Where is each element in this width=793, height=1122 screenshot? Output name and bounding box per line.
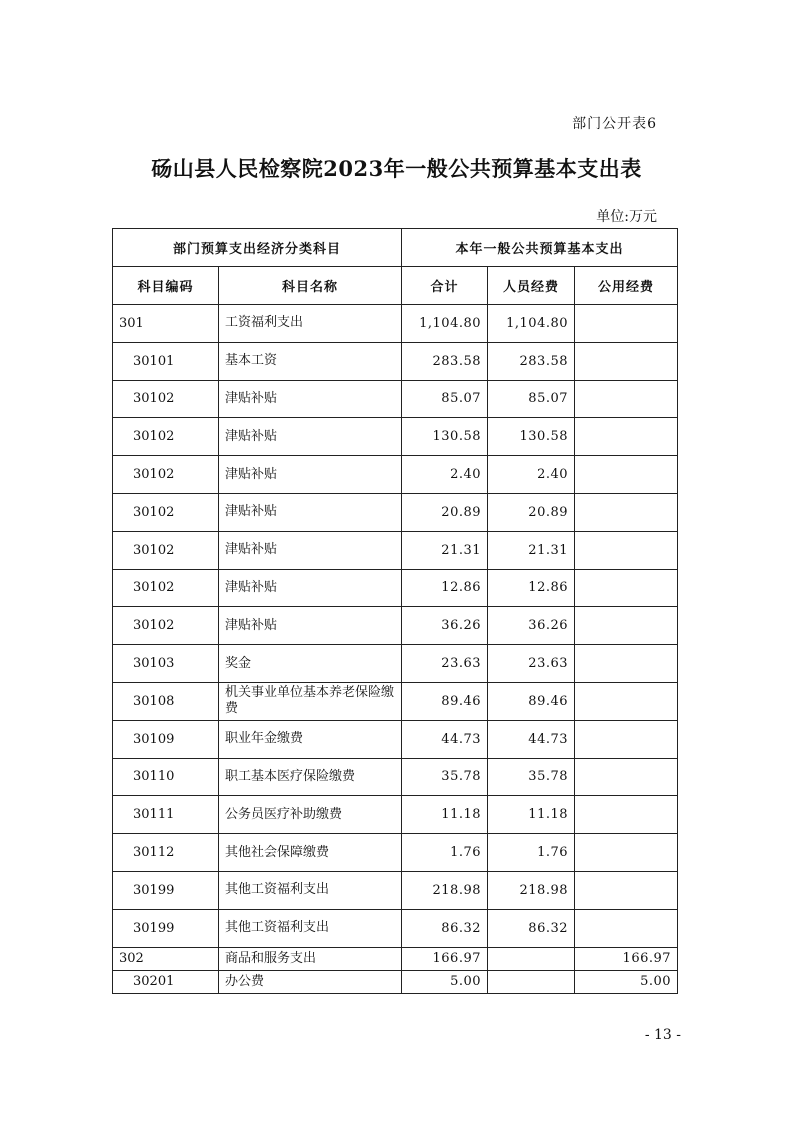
cell-public: 5.00 bbox=[575, 970, 678, 993]
budget-table bbox=[112, 228, 678, 994]
cell-personnel: 21.31 bbox=[488, 531, 575, 569]
table-row bbox=[113, 493, 678, 531]
cell-personnel: 130.58 bbox=[488, 418, 575, 456]
table-row bbox=[113, 342, 678, 380]
header-personnel: 人员经费 bbox=[488, 267, 575, 305]
cell-public bbox=[575, 758, 678, 796]
table-row bbox=[113, 682, 678, 720]
page-title: 砀山县人民检察院2023年一般公共预算基本支出表 bbox=[151, 156, 642, 181]
cell-name: 办公费 bbox=[219, 970, 402, 993]
cell-total: 20.89 bbox=[402, 493, 488, 531]
header-group-expenditure: 本年一般公共预算基本支出 bbox=[402, 229, 678, 267]
cell-total: 1.76 bbox=[402, 834, 488, 872]
cell-public bbox=[575, 418, 678, 456]
table-row bbox=[113, 305, 678, 343]
table-row bbox=[113, 834, 678, 872]
table-row bbox=[113, 531, 678, 569]
cell-personnel: 86.32 bbox=[488, 909, 575, 947]
cell-code: 30102 bbox=[113, 380, 219, 418]
cell-code: 30199 bbox=[113, 909, 219, 947]
cell-name: 津贴补贴 bbox=[219, 607, 402, 645]
cell-total: 36.26 bbox=[402, 607, 488, 645]
cell-personnel: 20.89 bbox=[488, 493, 575, 531]
cell-public bbox=[575, 607, 678, 645]
cell-personnel: 11.18 bbox=[488, 796, 575, 834]
cell-public bbox=[575, 682, 678, 720]
cell-name: 商品和服务支出 bbox=[219, 947, 402, 970]
cell-personnel: 35.78 bbox=[488, 758, 575, 796]
cell-public bbox=[575, 342, 678, 380]
cell-total: 35.78 bbox=[402, 758, 488, 796]
table-row bbox=[113, 720, 678, 758]
table-row bbox=[113, 909, 678, 947]
cell-personnel bbox=[488, 947, 575, 970]
cell-code: 30108 bbox=[113, 682, 219, 720]
cell-name: 工资福利支出 bbox=[219, 305, 402, 343]
cell-total: 89.46 bbox=[402, 682, 488, 720]
cell-public bbox=[575, 720, 678, 758]
cell-name: 奖金 bbox=[219, 645, 402, 683]
cell-code: 30112 bbox=[113, 834, 219, 872]
cell-personnel: 12.86 bbox=[488, 569, 575, 607]
cell-personnel: 36.26 bbox=[488, 607, 575, 645]
cell-name: 津贴补贴 bbox=[219, 531, 402, 569]
header-group-classification: 部门预算支出经济分类科目 bbox=[113, 229, 402, 267]
header-public: 公用经费 bbox=[575, 267, 678, 305]
cell-code: 301 bbox=[113, 305, 219, 343]
table-row bbox=[113, 380, 678, 418]
cell-public bbox=[575, 493, 678, 531]
table-body bbox=[113, 305, 678, 994]
table-row bbox=[113, 569, 678, 607]
cell-total: 2.40 bbox=[402, 456, 488, 494]
cell-public bbox=[575, 871, 678, 909]
cell-code: 30102 bbox=[113, 607, 219, 645]
cell-personnel: 283.58 bbox=[488, 342, 575, 380]
cell-public bbox=[575, 796, 678, 834]
cell-name: 基本工资 bbox=[219, 342, 402, 380]
cell-name: 津贴补贴 bbox=[219, 493, 402, 531]
cell-code: 30102 bbox=[113, 531, 219, 569]
cell-code: 30201 bbox=[113, 970, 219, 993]
cell-public bbox=[575, 645, 678, 683]
cell-name: 其他工资福利支出 bbox=[219, 871, 402, 909]
cell-name: 津贴补贴 bbox=[219, 380, 402, 418]
cell-public bbox=[575, 456, 678, 494]
unit-label: 单位:万元 bbox=[596, 209, 657, 225]
cell-code: 30102 bbox=[113, 456, 219, 494]
cell-code: 30102 bbox=[113, 418, 219, 456]
cell-personnel: 1,104.80 bbox=[488, 305, 575, 343]
cell-code: 30111 bbox=[113, 796, 219, 834]
cell-personnel: 23.63 bbox=[488, 645, 575, 683]
cell-code: 30103 bbox=[113, 645, 219, 683]
cell-total: 1,104.80 bbox=[402, 305, 488, 343]
cell-public bbox=[575, 305, 678, 343]
cell-code: 302 bbox=[113, 947, 219, 970]
cell-public bbox=[575, 909, 678, 947]
cell-total: 218.98 bbox=[402, 871, 488, 909]
table-row bbox=[113, 970, 678, 993]
cell-code: 30102 bbox=[113, 569, 219, 607]
cell-code: 30101 bbox=[113, 342, 219, 380]
table-row bbox=[113, 758, 678, 796]
cell-personnel: 218.98 bbox=[488, 871, 575, 909]
table-row bbox=[113, 607, 678, 645]
cell-code: 30199 bbox=[113, 871, 219, 909]
cell-public bbox=[575, 834, 678, 872]
cell-total: 86.32 bbox=[402, 909, 488, 947]
cell-total: 85.07 bbox=[402, 380, 488, 418]
cell-personnel: 1.76 bbox=[488, 834, 575, 872]
cell-total: 44.73 bbox=[402, 720, 488, 758]
cell-code: 30110 bbox=[113, 758, 219, 796]
page-number: - 13 - bbox=[644, 1027, 681, 1043]
table-label: 部门公开表6 bbox=[572, 116, 657, 132]
cell-name: 职业年金缴费 bbox=[219, 720, 402, 758]
cell-total: 283.58 bbox=[402, 342, 488, 380]
cell-public bbox=[575, 531, 678, 569]
cell-personnel bbox=[488, 970, 575, 993]
table-row bbox=[113, 645, 678, 683]
table-row bbox=[113, 456, 678, 494]
cell-public bbox=[575, 569, 678, 607]
cell-code: 30102 bbox=[113, 493, 219, 531]
cell-total: 166.97 bbox=[402, 947, 488, 970]
cell-total: 12.86 bbox=[402, 569, 488, 607]
cell-total: 21.31 bbox=[402, 531, 488, 569]
cell-total: 23.63 bbox=[402, 645, 488, 683]
cell-total: 11.18 bbox=[402, 796, 488, 834]
cell-name: 机关事业单位基本养老保险缴费 bbox=[219, 682, 402, 720]
table-row bbox=[113, 947, 678, 970]
table-row bbox=[113, 796, 678, 834]
cell-name: 公务员医疗补助缴费 bbox=[219, 796, 402, 834]
cell-total: 5.00 bbox=[402, 970, 488, 993]
cell-personnel: 85.07 bbox=[488, 380, 575, 418]
cell-personnel: 44.73 bbox=[488, 720, 575, 758]
cell-code: 30109 bbox=[113, 720, 219, 758]
header-name: 科目名称 bbox=[219, 267, 402, 305]
header-code: 科目编码 bbox=[113, 267, 219, 305]
table-row bbox=[113, 871, 678, 909]
cell-name: 其他社会保障缴费 bbox=[219, 834, 402, 872]
cell-name: 津贴补贴 bbox=[219, 569, 402, 607]
cell-personnel: 89.46 bbox=[488, 682, 575, 720]
cell-public bbox=[575, 380, 678, 418]
table-row bbox=[113, 418, 678, 456]
header-total: 合计 bbox=[402, 267, 488, 305]
cell-personnel: 2.40 bbox=[488, 456, 575, 494]
cell-name: 其他工资福利支出 bbox=[219, 909, 402, 947]
cell-name: 津贴补贴 bbox=[219, 418, 402, 456]
cell-total: 130.58 bbox=[402, 418, 488, 456]
cell-name: 职工基本医疗保险缴费 bbox=[219, 758, 402, 796]
cell-public: 166.97 bbox=[575, 947, 678, 970]
cell-name: 津贴补贴 bbox=[219, 456, 402, 494]
